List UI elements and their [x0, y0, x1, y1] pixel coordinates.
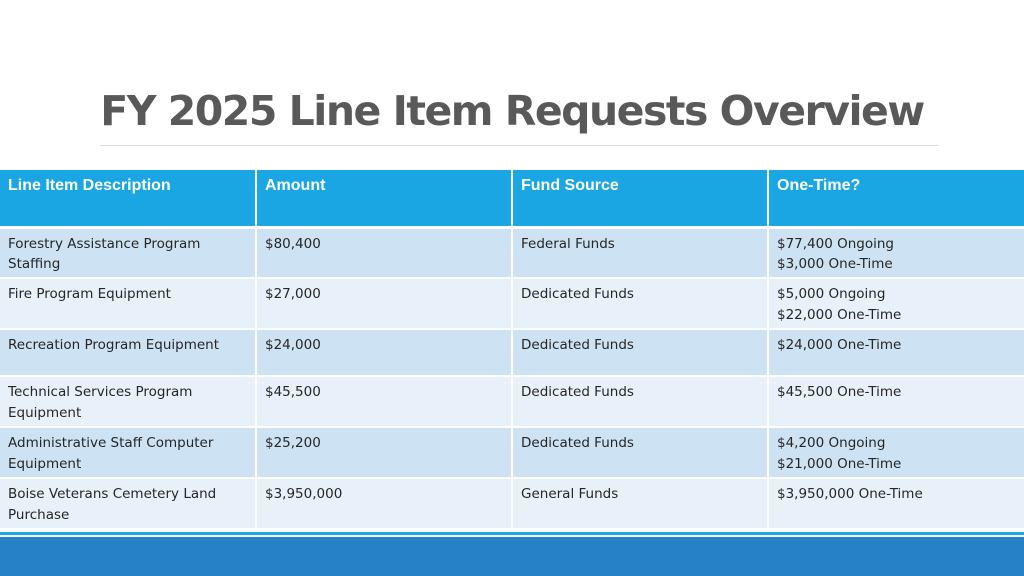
table-row — [0, 478, 1024, 529]
cell-description: Boise Veterans Cemetery Land Purchase — [0, 478, 256, 529]
header-one-time: One-Time? — [768, 170, 1024, 227]
one-time-line: $5,000 Ongoing — [777, 286, 886, 302]
one-time-line: $3,950,000 One-Time — [777, 486, 923, 502]
table-row — [0, 278, 1024, 329]
cell-one-time — [768, 427, 1024, 478]
one-time-line: $24,000 One-Time — [777, 337, 902, 353]
table-row — [0, 329, 1024, 376]
one-time-line: $22,000 One-Time — [777, 306, 902, 323]
line-item-table — [0, 170, 1024, 530]
cell-one-time — [768, 227, 1024, 278]
cell-description: Technical Services Program Equipment — [0, 376, 256, 427]
cell-amount: $24,000 — [256, 329, 512, 376]
cell-amount: $25,200 — [256, 427, 512, 478]
one-time-line: $21,000 One-Time — [777, 455, 902, 472]
one-time-line: $4,200 Ongoing — [777, 435, 886, 451]
cell-description: Forestry Assistance Program Staffing — [0, 227, 256, 278]
footer-accent-line — [0, 532, 1024, 535]
cell-amount: $3,950,000 — [256, 478, 512, 529]
slide-title: FY 2025 Line Item Requests Overview — [100, 87, 924, 135]
header-fund-source: Fund Source — [512, 170, 768, 227]
header-description: Line Item Description — [0, 170, 256, 227]
cell-one-time — [768, 478, 1024, 529]
one-time-line: $77,400 Ongoing — [777, 235, 895, 252]
title-divider — [100, 145, 938, 146]
footer-bar — [0, 537, 1024, 576]
cell-one-time — [768, 376, 1024, 427]
cell-fund-source: Dedicated Funds — [512, 278, 768, 329]
cell-amount: $27,000 — [256, 278, 512, 329]
cell-fund-source: Federal Funds — [512, 227, 768, 278]
table-header-row — [0, 170, 1024, 227]
one-time-line: $45,500 One-Time — [777, 384, 902, 400]
cell-description: Fire Program Equipment — [0, 278, 256, 329]
table-row — [0, 227, 1024, 278]
cell-fund-source: Dedicated Funds — [512, 376, 768, 427]
one-time-line: $3,000 One-Time — [777, 256, 893, 272]
table-row — [0, 376, 1024, 427]
cell-one-time — [768, 329, 1024, 376]
cell-description: Administrative Staff Computer Equipment — [0, 427, 256, 478]
cell-one-time — [768, 278, 1024, 329]
cell-amount: $80,400 — [256, 227, 512, 278]
cell-fund-source: Dedicated Funds — [512, 427, 768, 478]
cell-amount: $45,500 — [256, 376, 512, 427]
table-row — [0, 427, 1024, 478]
cell-fund-source: General Funds — [512, 478, 768, 529]
cell-fund-source: Dedicated Funds — [512, 329, 768, 376]
cell-description: Recreation Program Equipment — [0, 329, 256, 376]
header-amount: Amount — [256, 170, 512, 227]
